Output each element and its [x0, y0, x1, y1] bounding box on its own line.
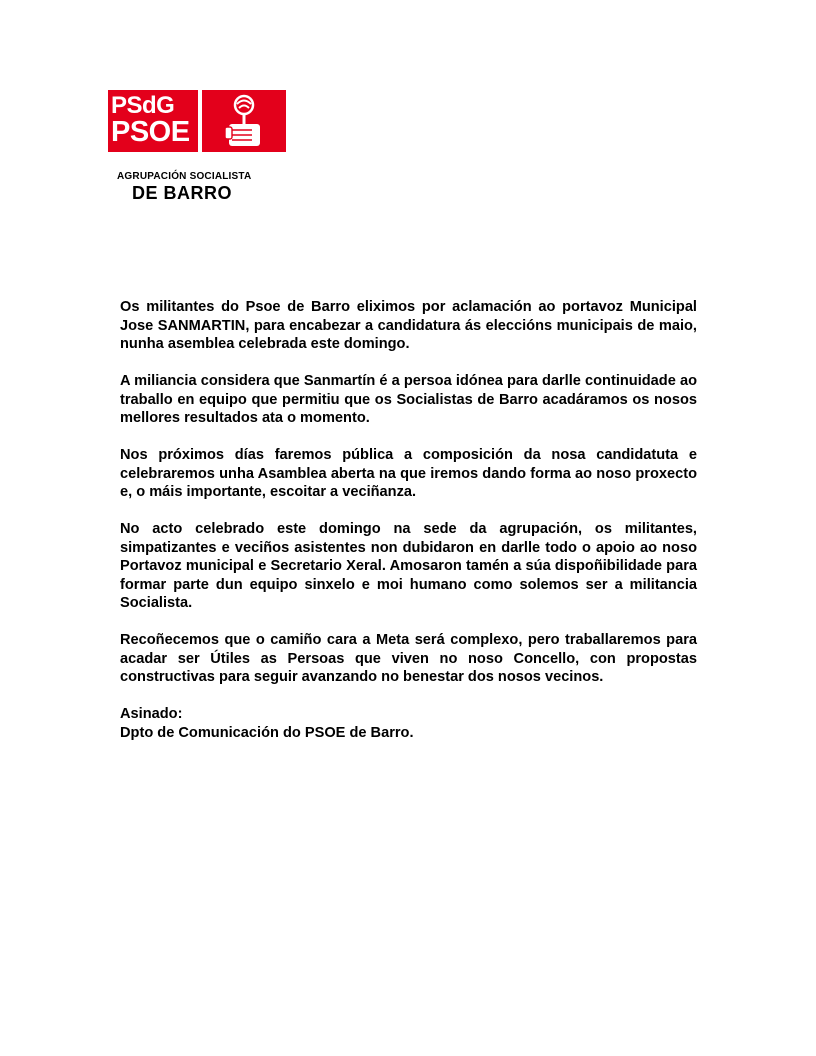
org-name-line1: AGRUPACIÓN SOCIALISTA — [117, 171, 252, 182]
signature-block — [120, 705, 697, 742]
paragraph-5: Recoñecemos que o camiño cara a Meta será complexo, pero traballaremos para acadar ser Útiles as Persoas que viven no noso Concello, con propostas constructivas para seguir avanzando no benestar dos nosos vecinos. — [120, 632, 697, 685]
logo-text-box — [108, 90, 198, 152]
signature-author: Dpto de Comunicación do PSOE de Barro. — [120, 724, 414, 741]
org-name-line2: DE BARRO — [132, 183, 233, 203]
press-release-body — [120, 298, 697, 742]
logo-psoe-text: PSOE — [111, 116, 190, 148]
paragraph-4: No acto celebrado este domingo na sede da agrupación, os militantes, simpatizantes e veciños asistentes non dubidaron en darlle todo o apoio ao noso Portavoz municipal e Secretario Xeral. Amosaron tamén a súa dispoñibilidade para formar parte dun equipo sinxelo e moi humano como solemos ser a militancia Socialista. — [120, 521, 697, 611]
logo-emblem-box — [202, 90, 286, 152]
paragraph-2: A miliancia considera que Sanmartín é a persoa idónea para darlle continuidade ao traballo en equipo que permitiu que os Socialistas de Barro acadáramos os nosos mellores resultados ata o momento. — [120, 373, 697, 426]
paragraph-3: Nos próximos días faremos pública a composición da nosa candidatuta e celebraremos unha Asamblea aberta na que iremos dando forma ao noso proxecto e, o máis importante, escoitar a veciñanza. — [120, 447, 697, 500]
logo-psg-text: PSdG — [111, 92, 175, 119]
paragraph-1: Os militantes do Psoe de Barro eliximos por aclamación ao portavoz Municipal Jose SANMARTIN, para encabezar a candidatura ás eleccións municipais de maio, nunha asemblea celebrada este domingo. — [120, 299, 697, 352]
rose-fist-icon — [222, 94, 266, 148]
signature-label: Asinado: — [120, 706, 183, 722]
